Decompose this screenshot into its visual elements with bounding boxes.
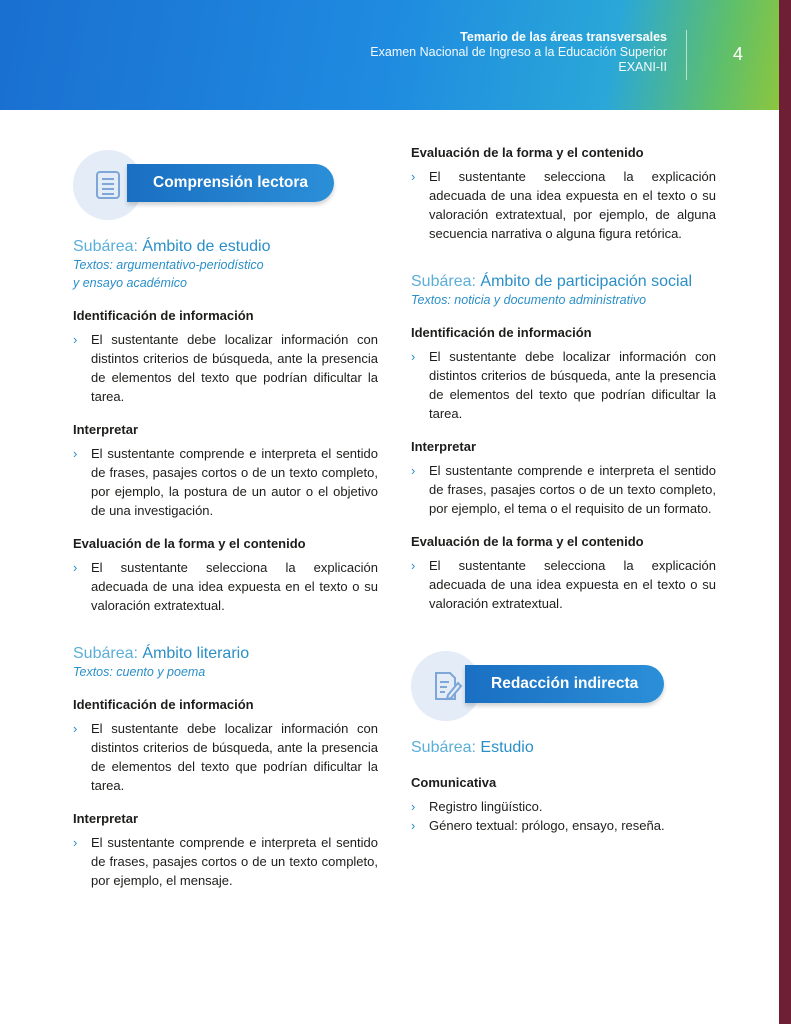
header-exam-name: Examen Nacional de Ingreso a la Educación Superior <box>370 45 667 59</box>
topic-heading: Comunicativa <box>411 775 497 790</box>
subarea-texts: Textos: argumentativo-periodístico <box>73 258 264 272</box>
topic-heading: Identificación de información <box>73 308 254 323</box>
section-title: Redacción indirecta <box>465 665 664 703</box>
topic-item: › El sustentante comprende e interpreta el sentido de frases, pasajes cortos o de un texto completo, por ejemplo, la postura de un autor o el objetivo de una investigación. <box>73 444 378 520</box>
subarea-name: Ámbito literario <box>142 645 250 662</box>
subarea-name: Ámbito de estudio <box>142 238 271 255</box>
page-header <box>0 0 779 110</box>
header-text <box>370 30 667 75</box>
topic-item: › El sustentante debe localizar información con distintos criterios de búsqueda, ante la presencia de elementos del texto que podrían dificultar la tarea. <box>411 347 716 423</box>
header-title: Temario de las áreas transversales <box>460 30 667 44</box>
topic-heading: Evaluación de la forma y el contenido <box>73 536 306 551</box>
header-divider <box>686 30 687 80</box>
left-column <box>73 150 378 890</box>
subarea-label: Subárea: <box>411 739 481 756</box>
topic-item: › Género textual: prólogo, ensayo, reseña. <box>411 816 716 835</box>
subarea-label: Subárea: <box>73 238 143 255</box>
topic-item: › El sustentante comprende e interpreta el sentido de frases, pasajes cortos o de un texto completo, por ejemplo, el mensaje. <box>73 833 378 890</box>
topic-item: › El sustentante debe localizar información con distintos criterios de búsqueda, ante la presencia de elementos del texto que podrían dificultar la tarea. <box>73 719 378 795</box>
subarea-texts: Textos: noticia y documento administrativo <box>411 293 647 307</box>
right-column <box>411 145 716 835</box>
subarea-name: Ámbito de participación social <box>480 273 693 290</box>
topic-heading: Interpretar <box>73 422 139 437</box>
section-title: Comprensión lectora <box>127 164 334 202</box>
subarea-texts: Textos: cuento y poema <box>73 665 206 679</box>
subarea-texts-cont: y ensayo académico <box>73 276 187 290</box>
topic-item: › El sustentante selecciona la explicación adecuada de una idea expuesta en el texto o su valoración extratextual, por ejemplo, de alguna secuencia narrativa o alguna figura retórica. <box>411 167 716 243</box>
section-badge-comprension <box>73 150 378 220</box>
subarea-title <box>73 238 378 256</box>
subarea-label: Subárea: <box>73 645 143 662</box>
header-exam-code: EXANI-II <box>618 60 667 74</box>
subarea-title <box>73 645 378 663</box>
topic-heading: Evaluación de la forma y el contenido <box>411 145 644 160</box>
subarea-label: Subárea: <box>411 273 481 290</box>
topic-item: › El sustentante debe localizar información con distintos criterios de búsqueda, ante la presencia de elementos del texto que podrían dificultar la tarea. <box>73 330 378 406</box>
topic-heading: Interpretar <box>411 439 477 454</box>
subarea-title <box>411 273 716 291</box>
topic-item: › El sustentante comprende e interpreta el sentido de frases, pasajes cortos o de un texto completo, por ejemplo, el tema o el requisito de un formato. <box>411 461 716 518</box>
right-edge-strip <box>779 0 791 1024</box>
topic-heading: Interpretar <box>73 811 139 826</box>
topic-heading: Identificación de información <box>411 325 592 340</box>
page-number: 4 <box>732 44 743 64</box>
topic-item: › El sustentante selecciona la explicación adecuada de una idea expuesta en el texto o su valoración extratextual. <box>411 556 716 613</box>
topic-item: › Registro lingüístico. <box>411 797 716 816</box>
section-badge-redaccion <box>411 651 716 721</box>
topic-heading: Evaluación de la forma y el contenido <box>411 534 644 549</box>
subarea-title <box>411 739 716 757</box>
subarea-name: Estudio <box>480 739 534 756</box>
topic-heading: Identificación de información <box>73 697 254 712</box>
topic-item: › El sustentante selecciona la explicación adecuada de una idea expuesta en el texto o su valoración extratextual. <box>73 558 378 615</box>
